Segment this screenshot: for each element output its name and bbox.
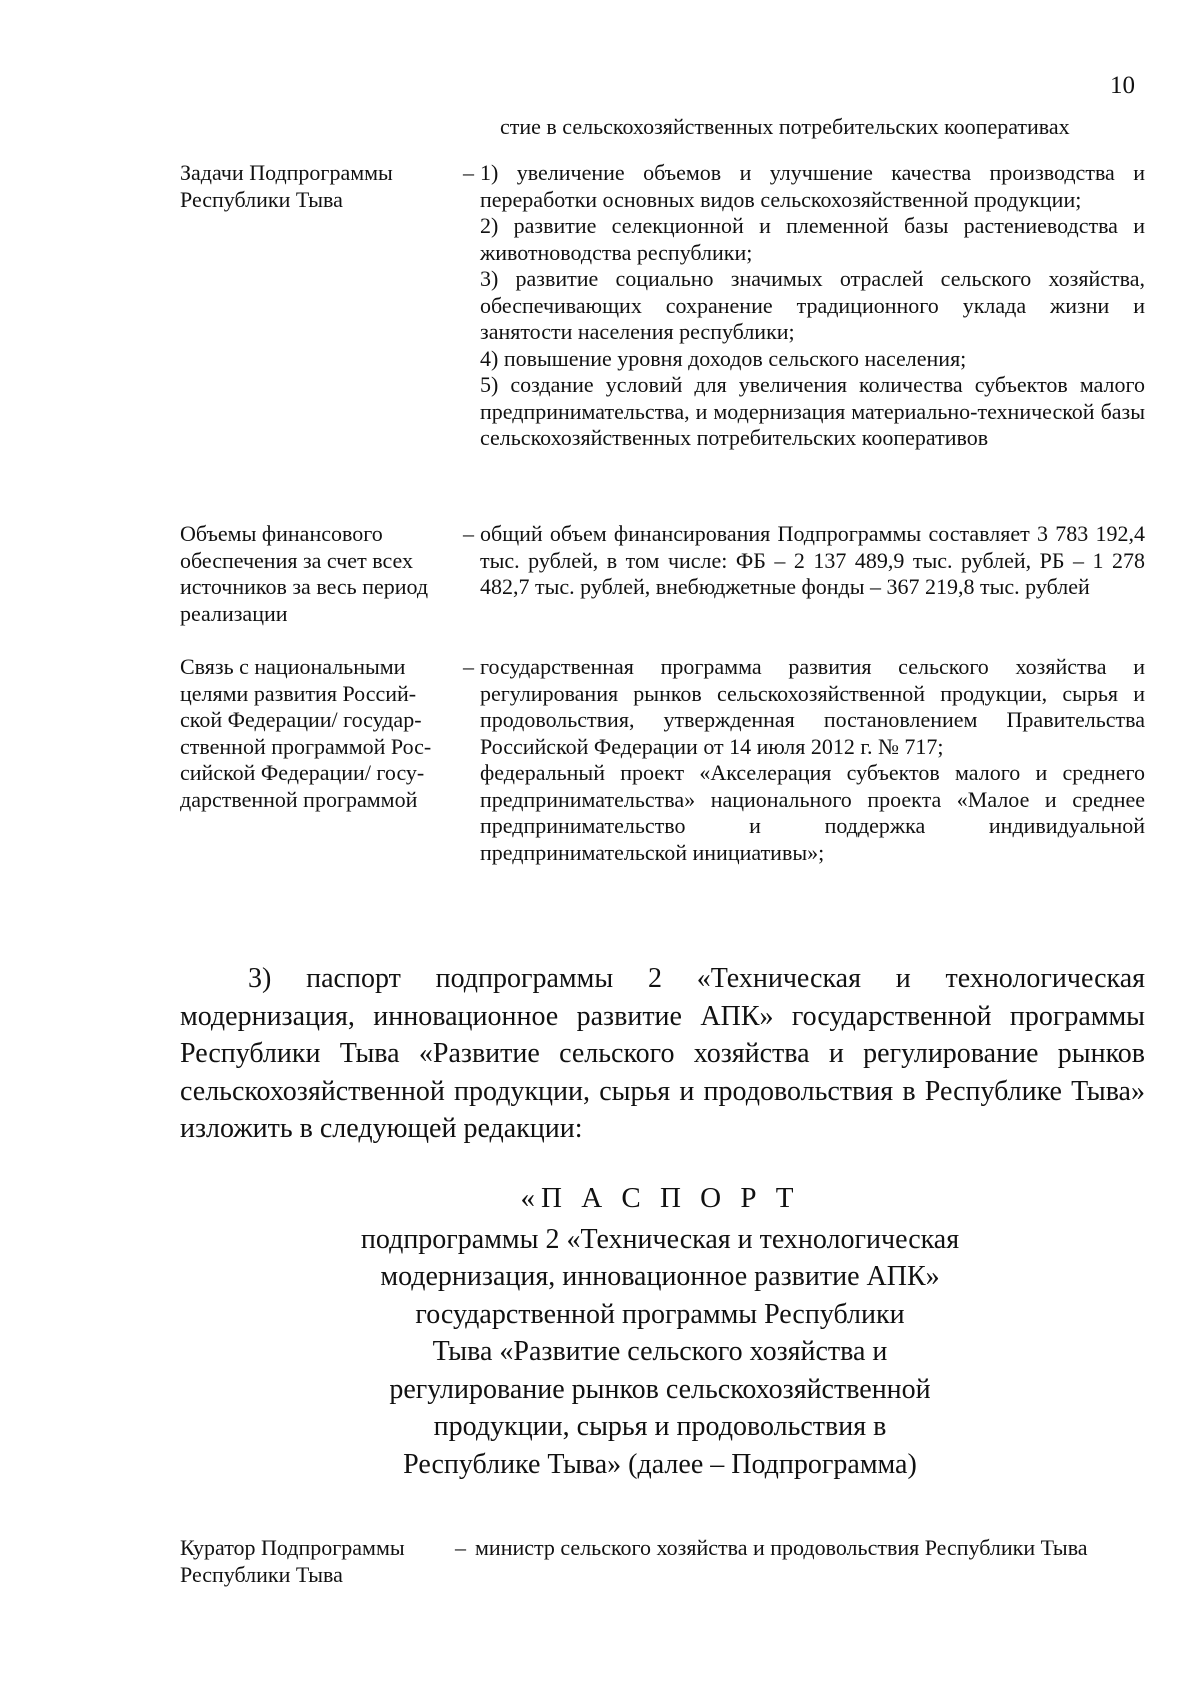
passport-title-line: модернизация, инновационное развитие АПК» xyxy=(380,1261,940,1292)
passport-title-line: Тыва «Развитие сельского хозяйства и xyxy=(432,1336,888,1367)
dash: – xyxy=(463,654,474,679)
goals-item: государственная программа развития сельского хозяйства и регулирования рынков сельскохозяйственной продукции, сырья и продовольствия, утвержденная постановлением Правительства Российской Федерации от 14 июля 2012 г. № 717; xyxy=(480,654,1145,759)
row-label: Куратор Подпрограммы Республики Тыва xyxy=(180,1535,405,1587)
row-label: Задачи Подпрограммы Республики Тыва xyxy=(180,160,393,212)
row-label: Связь с национальными целями развития Россий- ской Федерации/ государ- ственной программой Рос- сийской Федерации/ госу- дарственной программой xyxy=(180,654,432,812)
passport-title-line: государственной программы Республики xyxy=(415,1298,905,1330)
dash: – xyxy=(463,160,474,185)
task-item: 4) повышение уровня доходов сельского населения; xyxy=(480,345,967,371)
passport-title-line: продукции, сырья и продовольствия в xyxy=(433,1411,887,1442)
task-item: 5) создание условий для увеличения количества субъектов малого предпринимательства, и модернизация материально-технической базы сельскохозяйственных потребительских кооперативов xyxy=(480,372,1145,450)
dash: – xyxy=(463,521,474,546)
task-item: 3) развитие социально значимых отраслей сельского хозяйства, обеспечивающих сохранение традиционного уклада жизни и занятости населения республики; xyxy=(480,266,1145,344)
passport-title-line: Республике Тыва» (далее – Подпрограмма) xyxy=(403,1448,917,1480)
task-item: 2) развитие селекционной и племенной базы растениеводства и животноводства республики; xyxy=(480,213,1145,265)
funding-text: общий объем финансирования Подпрограммы составляет 3 783 192,4 тыс. рублей, в том числе: ФБ – 2 137 489,9 тыс. рублей, РБ – 1 278 482,7 тыс. рублей, внебюджетные фонды – 367 219,8 тыс. рублей xyxy=(480,521,1145,599)
dash: – xyxy=(455,1535,466,1560)
row-label: Объемы финансового обеспечения за счет всех источников за весь период реализации xyxy=(180,521,429,626)
amendment-paragraph: 3) паспорт подпрограммы 2 «Техническая и технологическая модернизация, инновационное развитие АПК» государственной программы Республики Тыва «Развитие сельского хозяйства и регулирование рынков сельскохозяйственной продукции, сырья и продовольствия в Республике Тыва» изложить в следующей редакции: xyxy=(180,963,1145,1144)
row-value xyxy=(480,160,1145,452)
passport-title xyxy=(330,1180,990,1483)
passport-title-line: подпрограммы 2 «Техническая и технологическая xyxy=(360,1223,960,1255)
page-number: 10 xyxy=(1110,72,1135,99)
continuation-text: стие в сельскохозяйственных потребительских кооперативах xyxy=(500,114,1070,139)
passport-heading: «П А С П О Р Т xyxy=(520,1182,800,1214)
curator-value: министр сельского хозяйства и продовольствия Республики Тыва xyxy=(475,1535,1088,1560)
passport-title-line: регулирование рынков сельскохозяйственной xyxy=(389,1373,931,1405)
row-value xyxy=(480,521,1145,601)
goals-item: федеральный проект «Акселерация субъектов малого и среднего предпринимательства» национального проекта «Малое и среднее предпринимательство и поддержка индивидуальной предпринимательской инициативы»; xyxy=(480,760,1145,865)
row-value xyxy=(480,654,1145,866)
task-item: 1) увеличение объемов и улучшение качества производства и переработки основных видов сельскохозяйственной продукции; xyxy=(480,160,1145,212)
